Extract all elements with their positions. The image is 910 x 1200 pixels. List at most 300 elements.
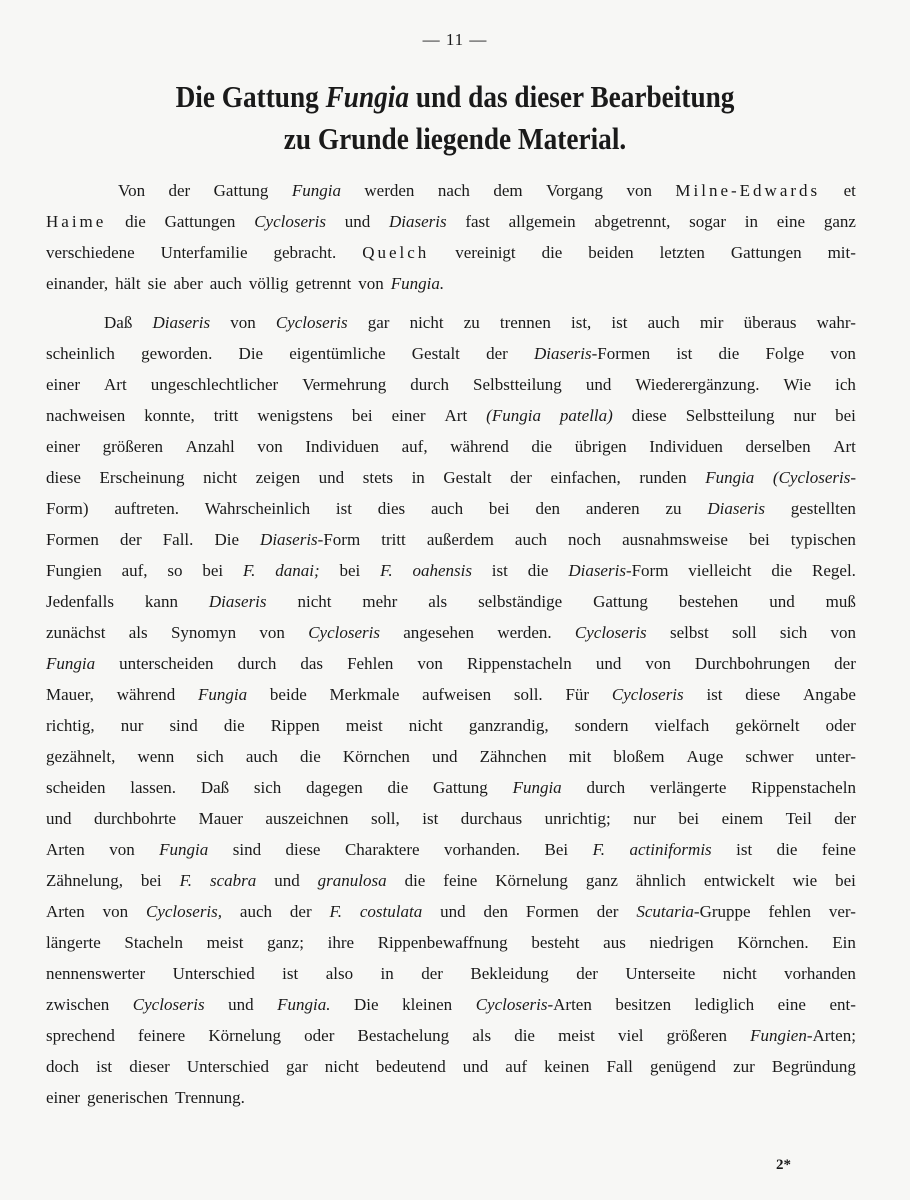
word: der: [119, 530, 142, 549]
word: selbst: [669, 623, 709, 642]
text-line: [46, 617, 856, 648]
word: Stacheln: [124, 933, 183, 952]
word: bei: [202, 561, 224, 580]
word: werden: [364, 181, 415, 200]
word: sich: [196, 747, 224, 766]
word: meist: [345, 716, 383, 735]
word: ähnlich: [635, 871, 686, 890]
word: eine: [776, 212, 806, 231]
word: bei: [351, 406, 373, 425]
word: einer: [46, 375, 80, 394]
word: die: [718, 344, 740, 363]
word: beiden: [588, 243, 634, 262]
title-text: Die Gattung: [175, 79, 326, 114]
word: Rippen: [270, 716, 320, 735]
word: hält: [115, 274, 141, 293]
word: Rippenbewaffnung: [377, 933, 508, 952]
word: letzten: [659, 243, 705, 262]
word: derselben: [745, 437, 811, 456]
word: völlig: [248, 274, 289, 293]
word: Cycloseris: [308, 623, 380, 642]
word: dies: [377, 499, 406, 518]
text-line: [46, 865, 856, 896]
word: von: [626, 181, 652, 200]
text-line: [46, 1051, 856, 1082]
word: Synomyn: [170, 623, 237, 642]
word: auf: [505, 1057, 528, 1076]
word: unterscheiden: [119, 654, 214, 673]
word: Körnchen: [342, 747, 410, 766]
page-title: [90, 76, 820, 160]
word: Teil: [785, 809, 812, 828]
word: wie: [792, 871, 818, 890]
word: durch: [237, 654, 277, 673]
word: die: [300, 747, 321, 766]
text-line: [46, 648, 856, 679]
word: Jedenfalls: [46, 592, 114, 611]
word: nicht: [324, 1057, 359, 1076]
word: oahensis: [412, 561, 472, 580]
word: Diaseris-Form: [568, 561, 669, 580]
word: Auge: [686, 747, 724, 766]
word: Unterfamilie: [160, 243, 248, 262]
word: und: [431, 747, 458, 766]
word: genügend: [649, 1057, 717, 1076]
word: von: [257, 437, 283, 456]
word: F.: [380, 561, 393, 580]
word: in: [411, 468, 425, 487]
word: Cycloseris: [574, 623, 647, 642]
word: bedeutend: [375, 1057, 446, 1076]
word: durch: [586, 778, 626, 797]
word: diese: [745, 685, 781, 704]
word: oder: [304, 1026, 335, 1045]
word: vielleicht: [688, 561, 752, 580]
word: geworden.: [141, 344, 213, 363]
word: meist: [558, 1026, 595, 1045]
word: Fungien: [46, 561, 102, 580]
word: von: [417, 654, 443, 673]
word: nur: [120, 716, 144, 735]
word: Fungia: [512, 778, 562, 797]
word: Fungia: [198, 685, 248, 704]
word: ist: [282, 964, 299, 983]
word: nicht: [408, 716, 443, 735]
word: und: [274, 871, 300, 890]
word: ist,: [570, 313, 592, 332]
word: konnte,: [144, 406, 195, 425]
word: scheiden: [46, 778, 106, 797]
word: zu: [463, 313, 480, 332]
word: diese: [285, 840, 321, 859]
title-genus: Fungia: [325, 79, 410, 114]
word: Art: [833, 437, 856, 456]
word: sprechend: [46, 1026, 115, 1045]
word: wenigstens: [257, 406, 333, 425]
word: auch: [209, 274, 242, 293]
word: runden: [639, 468, 687, 487]
word: von: [259, 623, 285, 642]
word: ganzrandig,: [468, 716, 549, 735]
word: von: [230, 313, 256, 332]
word: sind: [232, 840, 262, 859]
word: Erscheinung: [99, 468, 185, 487]
word: Vermehrung: [302, 375, 387, 394]
word: einer: [46, 437, 80, 456]
word: nach: [437, 181, 470, 200]
word: dagegen: [306, 778, 363, 797]
word: Fall.: [162, 530, 194, 549]
word: Folge: [765, 344, 805, 363]
word: zunächst: [46, 623, 106, 642]
word: Daß: [104, 313, 133, 332]
text-line: [46, 237, 856, 268]
word: kleinen: [402, 995, 453, 1014]
word: F.: [592, 840, 606, 859]
word: fast: [465, 212, 490, 231]
word: ganz: [823, 212, 856, 231]
text-line: [46, 679, 856, 710]
word: generischen: [86, 1088, 169, 1107]
word: Arten: [46, 840, 85, 859]
word: Unterseite: [625, 964, 696, 983]
word: schwer: [745, 747, 794, 766]
word: Rippenstacheln: [466, 654, 572, 673]
title-line-1: [90, 76, 820, 118]
word: typischen: [790, 530, 856, 549]
word: allgemein: [508, 212, 576, 231]
word: eine: [777, 995, 806, 1014]
word: soll,: [370, 809, 400, 828]
word: Formen: [525, 902, 579, 921]
word: Daß: [200, 778, 230, 797]
signature-mark: 2*: [776, 1157, 791, 1173]
word: Bekleidung: [470, 964, 549, 983]
word: Vorgang: [546, 181, 604, 200]
word: der: [168, 181, 191, 200]
word: bei: [835, 406, 856, 425]
word: auch: [430, 499, 464, 518]
word: wahr-: [816, 313, 856, 332]
word: der: [834, 809, 856, 828]
word: längerte: [46, 933, 101, 952]
text-line: [46, 989, 856, 1020]
word: Individuen: [649, 437, 723, 456]
word: von: [830, 623, 856, 642]
word: übrigen: [574, 437, 627, 456]
word: keinen: [544, 1057, 590, 1076]
word: Gattung: [593, 592, 648, 611]
word: verschiedene: [46, 243, 135, 262]
word: (Cycloseris-: [772, 468, 856, 487]
word: Zähnchen: [479, 747, 547, 766]
word: ist: [335, 499, 352, 518]
word: dieser: [129, 1057, 170, 1076]
word: Cycloseris: [132, 995, 205, 1014]
word: Cycloseris: [254, 212, 326, 231]
word: Diaseris: [388, 212, 447, 231]
text-line: [46, 834, 856, 865]
word: Art: [104, 375, 127, 394]
word: viel: [618, 1026, 644, 1045]
word: Gattungen: [730, 243, 802, 262]
word: die: [514, 1026, 535, 1045]
word: Merkmale: [329, 685, 400, 704]
text-line: [46, 462, 856, 493]
word: Regel.: [812, 561, 856, 580]
text-line: [46, 307, 856, 338]
word: ver-: [828, 902, 856, 921]
word: außerdem: [426, 530, 494, 549]
word: bestehen: [678, 592, 739, 611]
word: Milne-Edwards: [675, 181, 821, 200]
word: der: [289, 902, 312, 921]
word: nicht: [722, 964, 757, 983]
word: zu: [665, 499, 682, 518]
word: durchaus: [460, 809, 523, 828]
word: (Fungia: [486, 406, 541, 425]
word: anderen: [585, 499, 640, 518]
word: fehlen: [768, 902, 811, 921]
word: Körnelung: [495, 871, 568, 890]
word: während: [450, 437, 509, 456]
word: ausnahmsweise: [622, 530, 728, 549]
title-line-2: zu Grunde liegende Material.: [283, 121, 627, 156]
word: mehr: [362, 592, 398, 611]
word: feine: [443, 871, 478, 890]
paragraph-1: [46, 175, 856, 299]
word: Körnchen.: [737, 933, 809, 952]
word: Art: [444, 406, 468, 425]
text-line: [46, 1020, 856, 1051]
word: kann: [144, 592, 178, 611]
word: während: [116, 685, 176, 704]
word: nicht: [409, 313, 444, 332]
word: die: [125, 212, 146, 231]
word: und: [344, 212, 371, 231]
word: auch: [647, 313, 680, 332]
word: die: [223, 716, 245, 735]
text-line: [46, 369, 856, 400]
word: Form): [46, 499, 89, 518]
word: Fehlen: [347, 654, 394, 673]
word: stets: [362, 468, 393, 487]
word: Zähnelung,: [46, 871, 123, 890]
word: Bei: [544, 840, 569, 859]
word: ist: [611, 313, 628, 332]
word: Fungien-Arten;: [750, 1026, 856, 1045]
word: patella): [559, 406, 613, 425]
word: noch: [568, 530, 602, 549]
word: Diaseris-Form: [260, 530, 361, 549]
word: Fungia.: [277, 995, 331, 1014]
word: Unterschied: [186, 1057, 269, 1076]
word: Die: [354, 995, 379, 1014]
word: sie: [147, 274, 167, 293]
word: lassen.: [130, 778, 177, 797]
word: Selbstteilung: [473, 375, 562, 394]
word: zur: [733, 1057, 755, 1076]
word: F.: [179, 871, 193, 890]
word: Fall: [606, 1057, 633, 1076]
word: Quelch: [362, 243, 430, 262]
text-line: [46, 896, 856, 927]
word: muß: [825, 592, 856, 611]
word: beide: [269, 685, 307, 704]
word: das: [300, 654, 324, 673]
word: der: [421, 964, 443, 983]
text-line: [46, 431, 856, 462]
word: die: [771, 561, 793, 580]
word: gezähnelt,: [46, 747, 116, 766]
word: überaus: [743, 313, 797, 332]
word: ich: [835, 375, 856, 394]
text-line: [46, 206, 856, 237]
word: Gestalt: [411, 344, 460, 363]
word: Fungia: [291, 181, 341, 200]
word: nur: [633, 809, 656, 828]
text-line: [46, 268, 856, 299]
word: größeren: [666, 1026, 728, 1045]
word: trennen: [499, 313, 551, 332]
word: Gattungen: [164, 212, 236, 231]
word: unter-: [815, 747, 856, 766]
word: F.: [242, 561, 256, 580]
word: bei: [678, 809, 700, 828]
word: ist: [491, 561, 508, 580]
word: einem: [721, 809, 764, 828]
word: abgetrennt,: [594, 212, 671, 231]
word: in: [744, 212, 758, 231]
word: auf,: [121, 561, 148, 580]
word: Trennung.: [175, 1088, 245, 1107]
word: Fungia: [46, 654, 96, 673]
word: diese: [46, 468, 81, 487]
word: zwischen: [46, 995, 110, 1014]
word: aber: [173, 274, 203, 293]
word: bei: [835, 871, 856, 890]
word: Bestachelung: [357, 1026, 450, 1045]
word: verlängerte: [649, 778, 727, 797]
word: aus: [603, 933, 626, 952]
word: wenn: [137, 747, 175, 766]
word: Unterschied: [172, 964, 255, 983]
word: feinere: [138, 1026, 186, 1045]
word: sondern: [574, 716, 629, 735]
word: vereinigt: [455, 243, 516, 262]
word: vorhanden.: [444, 840, 521, 859]
word: Fungia: [705, 468, 755, 487]
word: ganz: [585, 871, 618, 890]
word: angesehen: [403, 623, 475, 642]
word: die: [776, 840, 798, 859]
text-line: [46, 586, 856, 617]
word: von: [102, 902, 129, 921]
word: et: [843, 181, 856, 200]
word: Fungia: [159, 840, 209, 859]
word: mir: [699, 313, 724, 332]
word: nachweisen: [46, 406, 126, 425]
word: scheinlich: [46, 344, 115, 363]
word: ist: [96, 1057, 113, 1076]
word: Diaseris-Formen: [533, 344, 651, 363]
word: dem: [493, 181, 523, 200]
text-line: [46, 772, 856, 803]
word: die: [387, 778, 409, 797]
word: Mauer: [198, 809, 243, 828]
word: von: [645, 654, 671, 673]
word: Cycloseris,: [146, 902, 223, 921]
word: einer: [391, 406, 426, 425]
word: costulata: [359, 902, 423, 921]
word: ent-: [829, 995, 856, 1014]
word: Charaktere: [344, 840, 420, 859]
word: die: [541, 243, 563, 262]
word: meist: [206, 933, 244, 952]
word: und: [585, 375, 612, 394]
word: lediglich: [694, 995, 755, 1014]
word: Angabe: [803, 685, 856, 704]
word: Mauer,: [46, 685, 94, 704]
word: und: [318, 468, 345, 487]
word: nennenswerter: [46, 964, 146, 983]
word: Anzahl: [185, 437, 235, 456]
word: von: [830, 344, 856, 363]
word: Haime: [46, 212, 107, 231]
word: gekörnelt: [735, 716, 800, 735]
word: nicht: [297, 592, 332, 611]
word: aufweisen: [422, 685, 492, 704]
text-line: [46, 803, 856, 834]
word: Gattung: [213, 181, 269, 200]
word: doch: [46, 1057, 80, 1076]
word: und: [595, 654, 622, 673]
text-line: [46, 524, 856, 555]
word: der: [486, 344, 508, 363]
text-line: [46, 555, 856, 586]
word: bei: [140, 871, 162, 890]
word: Cycloseris: [275, 313, 348, 332]
word: Wiederergänzung.: [635, 375, 760, 394]
word: gar: [286, 1057, 308, 1076]
word: und: [46, 809, 72, 828]
word: die: [531, 437, 553, 456]
word: besitzen: [615, 995, 672, 1014]
word: bei: [488, 499, 510, 518]
word: bei: [748, 530, 770, 549]
word: einander,: [46, 274, 109, 293]
word: nicht: [203, 468, 238, 487]
text-line: [46, 400, 856, 431]
word: durchbohrte: [93, 809, 177, 828]
word: mit-: [827, 243, 856, 262]
word: sogar: [689, 212, 726, 231]
word: als: [128, 623, 148, 642]
word: Die: [238, 344, 264, 363]
word: vielfach: [654, 716, 710, 735]
word: auch: [514, 530, 547, 549]
word: Diaseris: [152, 313, 211, 332]
word: selbständige: [478, 592, 563, 611]
word: und: [228, 995, 254, 1014]
word: Von: [118, 181, 146, 200]
word: gebracht.: [273, 243, 337, 262]
word: bei: [339, 561, 361, 580]
word: entwickelt: [703, 871, 775, 890]
word: der: [596, 902, 619, 921]
text-line: [46, 710, 856, 741]
word: diese: [631, 406, 667, 425]
